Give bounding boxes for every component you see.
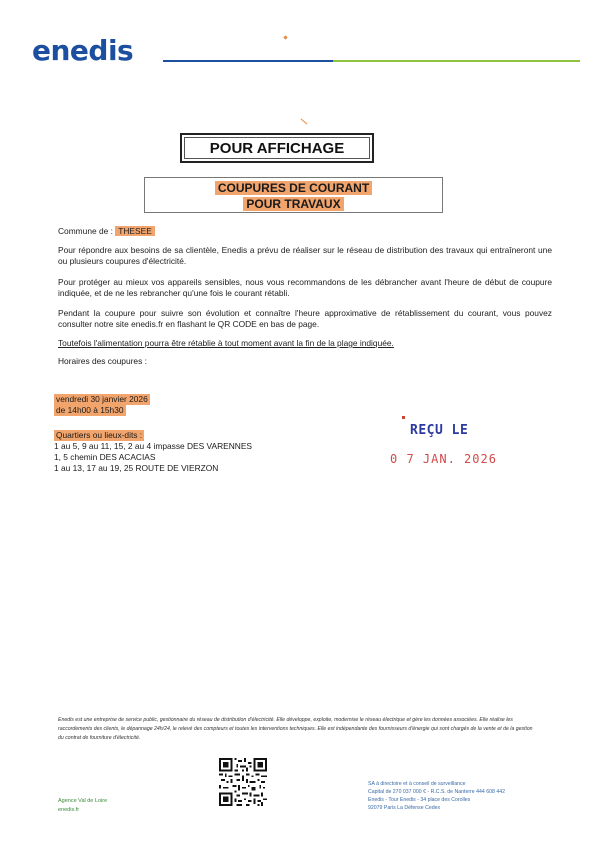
coupure-date-block bbox=[54, 394, 150, 416]
quartier-item: 1 au 5, 9 au 11, 15, 2 au 4 impasse DES VARENNES bbox=[54, 441, 253, 451]
agence-block bbox=[58, 797, 107, 815]
coupure-date: vendredi 30 janvier 2026 bbox=[56, 394, 148, 404]
paragraph-1: Pour répondre aux besoins de sa clientèle, Enedis a prévu de réaliser sur le réseau de distribution des travaux qui entraîneront une ou plusieurs coupures d'électricité. bbox=[58, 245, 552, 266]
commune-line bbox=[58, 226, 552, 237]
footer-mission-text: Enedis est une entreprise de service public, gestionnaire du réseau de distribution d'électricité. Elle développe, exploite, modernise le réseau électrique et gère les données associées. Elle réalise les raccordements des clients, le dépannage 24h/24, le relevé des compteurs et toutes les interventions techniques. Elle est indépendante des fournisseurs d'énergie qui sont chargés de la vente et de la gestion du contrat de fourniture d'électricité. bbox=[58, 717, 533, 741]
qr-code[interactable] bbox=[219, 758, 267, 806]
agence-name: Agence Val de Loire bbox=[58, 798, 108, 804]
header-rule-green bbox=[333, 60, 580, 62]
enedis-logo: enedis bbox=[32, 34, 134, 67]
ink-mark-2 bbox=[301, 119, 308, 125]
legal-line: 92079 Paris La Défense Cedex bbox=[368, 805, 441, 811]
ink-mark bbox=[283, 35, 287, 39]
stamp-mark bbox=[402, 416, 405, 419]
header-rule-blue bbox=[163, 60, 333, 62]
paragraph-3: Pendant la coupure pour suivre son évolution et connaître l'heure approximative de rétablissement du courant, vous pouvez consulter notre site enedis.fr en flashant le QR CODE en bas de page. bbox=[58, 308, 552, 329]
legal-line: SA à directoire et à conseil de surveillance bbox=[368, 781, 466, 787]
agence-website[interactable]: enedis.fr bbox=[58, 807, 80, 813]
quartier-item: 1 au 13, 17 au 19, 25 ROUTE DE VIERZON bbox=[54, 463, 219, 473]
stamp-date: 0 7 JAN. 2026 bbox=[390, 452, 497, 466]
coupure-time: de 14h00 à 15h30 bbox=[56, 405, 124, 415]
subtitle-line-2: POUR TRAVAUX bbox=[243, 197, 343, 211]
legal-line: Capital de 270 037 000 € - R.C.S. de Nanterre 444 608 442 bbox=[368, 789, 505, 795]
quartiers-block bbox=[54, 430, 252, 474]
subtitle-box bbox=[144, 177, 443, 213]
commune-value: THESEE bbox=[115, 226, 155, 236]
horaires-title: Horaires des coupures : bbox=[58, 356, 147, 366]
subtitle-line-1: COUPURES DE COURANT bbox=[215, 181, 372, 195]
legal-block bbox=[368, 780, 505, 812]
stamp-recu-le: REÇU LE bbox=[410, 423, 469, 438]
paragraph-4: Toutefois l'alimentation pourra être rétablie à tout moment avant la fin de la plage indiquée. bbox=[58, 338, 394, 348]
paragraph-2: Pour protéger au mieux vos appareils sensibles, nous vous recommandons de les débrancher avant l'heure de début de coupure indiquée, et de ne les rebrancher qu'une fois le courant rétabli. bbox=[58, 277, 552, 298]
quartiers-title: Quartiers ou lieux-dits : bbox=[56, 430, 143, 440]
commune-label: Commune de : bbox=[58, 226, 113, 236]
legal-line: Enedis - Tour Enedis - 34 place des Corolles bbox=[368, 797, 471, 803]
pour-affichage-box: POUR AFFICHAGE bbox=[180, 133, 374, 163]
quartier-item: 1, 5 chemin DES ACACIAS bbox=[54, 452, 156, 462]
